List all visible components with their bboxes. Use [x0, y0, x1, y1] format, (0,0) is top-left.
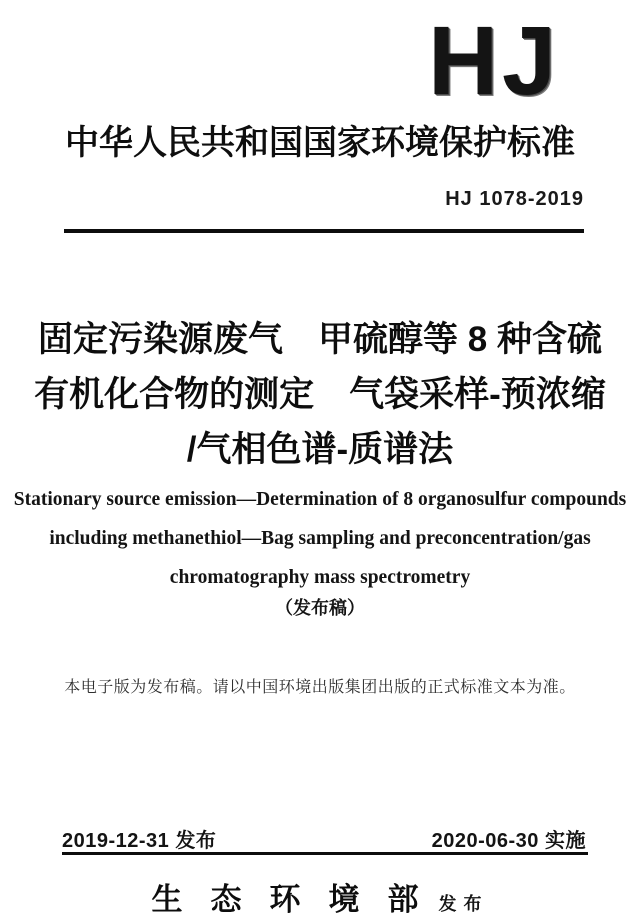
- issue-date: 2019-12-31 发布: [62, 830, 217, 852]
- english-title: [0, 480, 640, 597]
- chinese-title-line-3: /气相色谱-质谱法: [186, 430, 454, 469]
- chinese-title: [0, 312, 640, 477]
- issuer-row: [0, 874, 640, 919]
- english-title-line-1: Stationary source emission—Determination of 8 organosulfur compounds: [13, 489, 627, 510]
- chinese-title-line-2: 有机化合物的测定 气袋采样-预浓缩: [34, 375, 606, 414]
- standard-number: HJ 1078-2019: [445, 188, 584, 210]
- implementation-date: 2020-06-30 实施: [431, 830, 586, 852]
- english-title-line-2: including methanethiol—Bag sampling and preconcentration/gas: [49, 528, 591, 549]
- national-standard-header: 中华人民共和国国家环境保护标准: [65, 124, 575, 162]
- hj-logo: HJ: [428, 6, 560, 115]
- chinese-title-line-1: 固定污染源废气 甲硫醇等 8 种含硫: [38, 320, 602, 359]
- dates-row: [62, 824, 586, 853]
- issuer-suffix: 发布: [438, 894, 489, 914]
- english-title-line-3: chromatography mass spectrometry: [169, 567, 471, 588]
- draft-status-label: （发布稿）: [275, 598, 365, 618]
- issuing-ministry: 生态环境部: [151, 882, 447, 917]
- electronic-version-notice: 本电子版为发布稿。请以中国环境出版集团出版的正式标准文本为准。: [64, 679, 576, 696]
- header-divider-line: [64, 229, 584, 233]
- footer-divider-line: [62, 852, 588, 855]
